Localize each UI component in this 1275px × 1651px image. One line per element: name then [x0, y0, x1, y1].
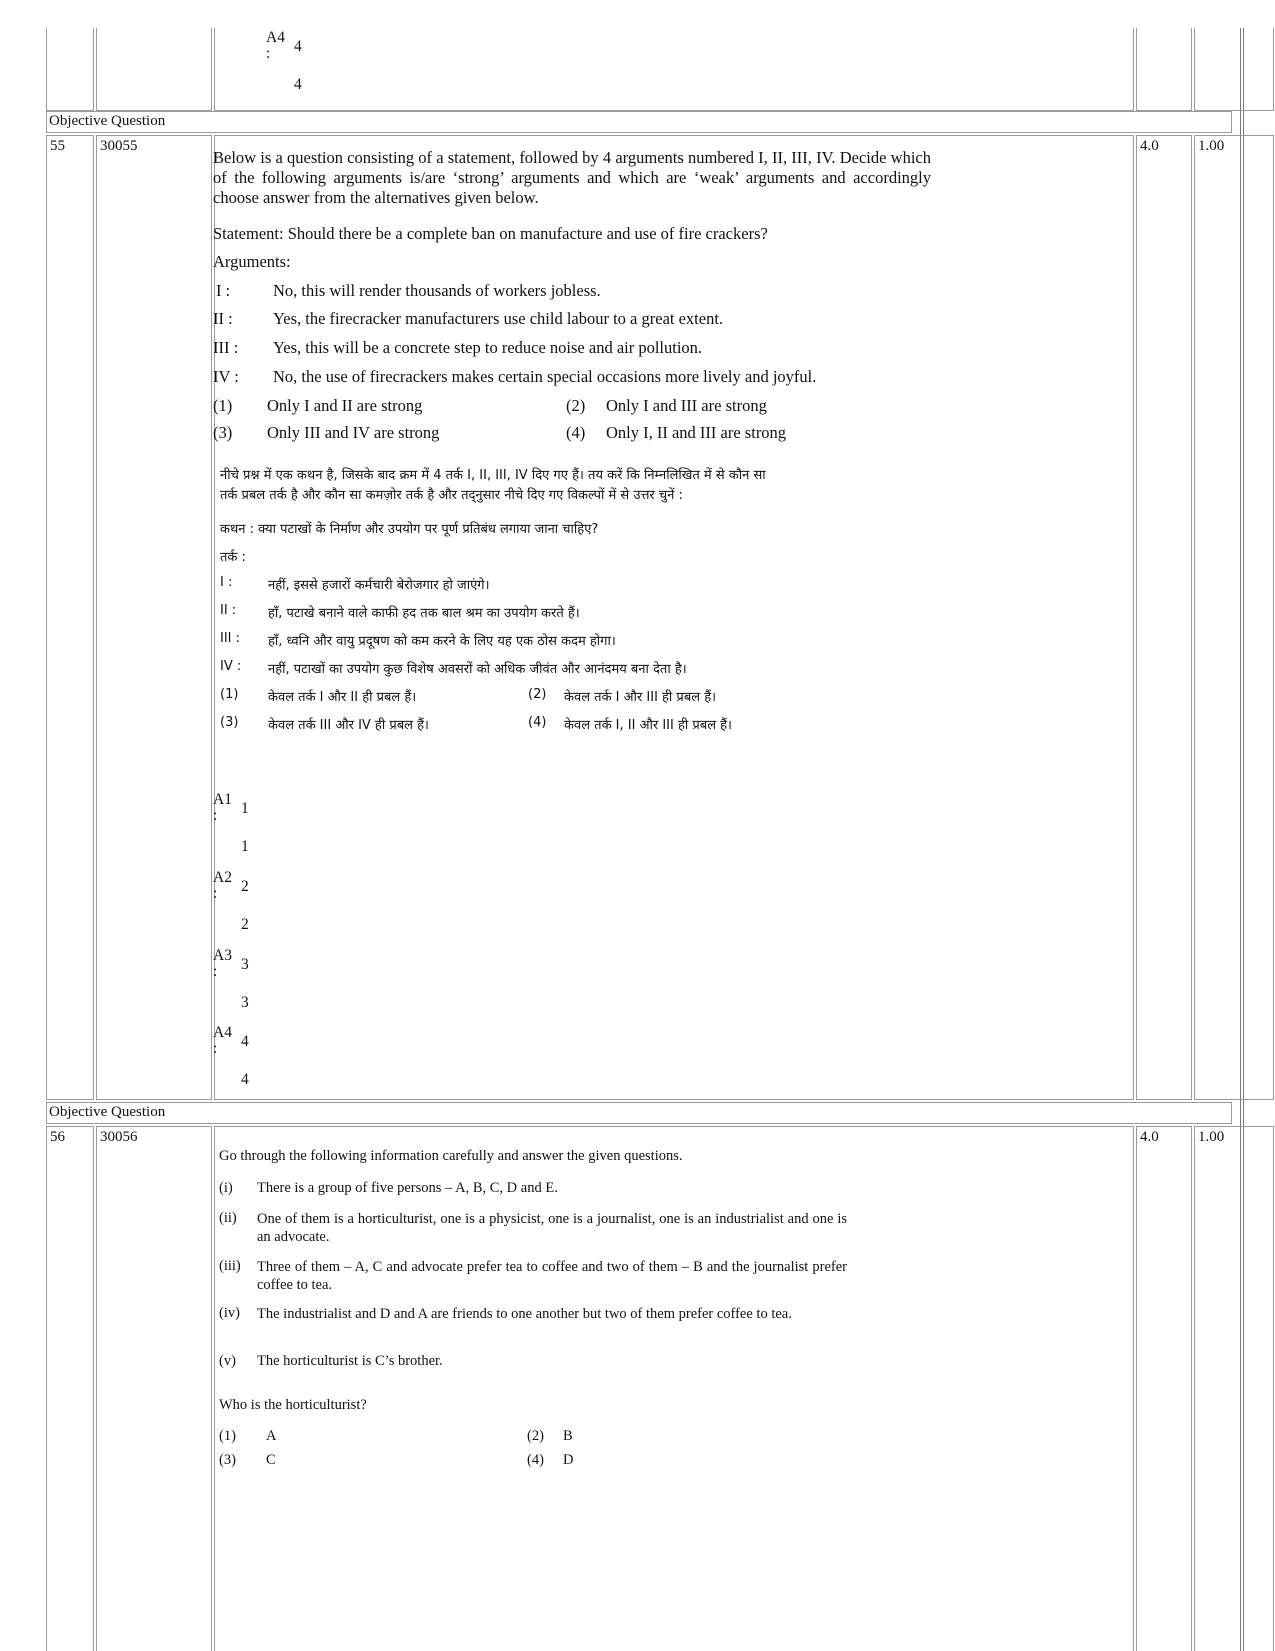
sl-cell: [46, 1126, 94, 1651]
answer-colon: :: [213, 885, 218, 902]
q55-option-1-num: (1): [213, 396, 233, 415]
answer-value-image: 1: [241, 838, 249, 855]
q55-option-2-num: (2): [566, 396, 586, 415]
answer-label: A3: [213, 947, 232, 964]
q55-hindi-argument-1-text: नहीं, इससे हजारों कर्मचारी बेरोजगार हो जाएंगे।: [268, 578, 490, 593]
answer-option-4: [213, 1025, 273, 1095]
q55-hindi-intro-line2: तर्क प्रबल तर्क है और कौन सा कमज़ोर तर्क है और तद्नुसार नीचे दिए गए विकल्पों में से उत्तर चुनें :: [220, 488, 683, 503]
serial-number: 56: [50, 1129, 65, 1145]
q55-hindi-argument-3-text: हाँ, ध्वनि और वायु प्रदूषण को कम करने के लिए यह एक ठोस कदम होगा।: [268, 634, 616, 649]
q56-item-4-text: The industrialist and D and A are friends to one another but two of them prefer coffee to tea.: [257, 1306, 792, 1322]
q55-argument-4-text: No, the use of firecrackers makes certain special occasions more lively and joyful.: [273, 367, 817, 386]
q56-item-5-num: (v): [219, 1353, 236, 1369]
q55-option-4-text: Only I, II and III are strong: [606, 423, 787, 442]
q56-option-2-num: (2): [527, 1428, 544, 1444]
answer-option-3: [213, 948, 273, 1018]
question-56-row: [44, 1126, 1240, 1651]
marks-cell: [1136, 1126, 1192, 1651]
q55-hindi-argument-4-text: नहीं, पटाखों का उपयोग कुछ विशेष अवसरों को अधिक जीवंत और आनंदमय बना देता है।: [268, 662, 687, 677]
id-cell: [96, 28, 212, 111]
q55-hindi-option-3-text: केवल तर्क III और IV ही प्रबल हैं।: [268, 718, 429, 733]
q56-item-4-num: (iv): [219, 1305, 240, 1321]
answer-label: A1: [213, 791, 232, 808]
id-cell: [96, 1126, 212, 1651]
q56-option-3-num: (3): [219, 1452, 236, 1468]
q56-option-4-text: D: [563, 1452, 574, 1468]
q55-hindi-statement: कथन : क्या पटाखों के निर्माण और उपयोग पर पूर्ण प्रतिबंध लगाया जाना चाहिए?: [220, 522, 599, 537]
q55-hindi-argument-2-text: हाँ, पटाखे बनाने वाले काफी हद तक बाल श्रम का उपयोग करते हैं।: [268, 606, 580, 621]
sl-cell: [46, 135, 94, 1100]
answer-colon: :: [213, 963, 218, 980]
question-type-row: [46, 111, 1232, 133]
q55-option-3-text: Only III and IV are strong: [267, 423, 440, 442]
prev-question-row: [44, 28, 1240, 111]
q56-item-2-num: (ii): [219, 1210, 237, 1226]
q55-hindi-option-4-num: (4): [528, 715, 547, 730]
negative-marks: 1.00: [1198, 1129, 1225, 1145]
q55-hindi-option-2-num: (2): [528, 687, 547, 702]
marks-cell: [1136, 28, 1192, 111]
answer-value-image: 2: [241, 916, 249, 933]
answer-label: A4: [266, 29, 285, 46]
question-cell: [214, 1126, 1134, 1651]
q55-hindi-argument-2-num: II :: [220, 603, 237, 618]
answer-option: [266, 30, 326, 100]
answer-option-2: [213, 870, 273, 940]
question-id: 30055: [100, 138, 138, 154]
q55-arguments-title: Arguments:: [213, 252, 291, 271]
question-type-label: Objective Question: [49, 1104, 166, 1120]
answer-value-image: 4: [241, 1071, 249, 1088]
q56-option-3-text: C: [266, 1452, 276, 1468]
id-cell: [96, 135, 212, 1100]
question-id: 30056: [100, 1129, 138, 1145]
q55-argument-2-text: Yes, the firecracker manufacturers use child labour to a great extent.: [273, 309, 724, 328]
answer-label: A2: [213, 869, 232, 886]
q55-hindi-argument-3-num: III :: [220, 631, 241, 646]
marks: 4.0: [1140, 1129, 1159, 1145]
q55-argument-3-num: III :: [213, 338, 239, 357]
q56-item-5-text: The horticulturist is C’s brother.: [257, 1353, 443, 1369]
question-cell: [214, 28, 1134, 111]
answer-value: 4: [241, 1033, 249, 1050]
q55-intro: Below is a question consisting of a statement, followed by 4 arguments numbered I, II, III, IV. Decide which of the following arguments is/are ‘strong’ arguments and which are ‘weak’ arguments and accordingly choose answer from the alternatives given below.: [213, 148, 931, 207]
negative-marks-cell: [1194, 135, 1274, 1100]
q55-option-2-text: Only I and III are strong: [606, 396, 767, 415]
q55-hindi-option-2-text: केवल तर्क I और III ही प्रबल हैं।: [564, 690, 717, 705]
q55-argument-1-text: No, this will render thousands of workers jobless.: [273, 281, 601, 300]
q56-item-2-text: One of them is a horticulturist, one is a physicist, one is a journalist, one is an industrialist and one is an advocate.: [257, 1211, 847, 1245]
marks-cell: [1136, 135, 1192, 1100]
answer-colon: :: [266, 45, 271, 62]
answer-colon: :: [213, 807, 218, 824]
question-type-label: Objective Question: [49, 113, 166, 129]
answer-value: 2: [241, 878, 249, 895]
q56-item-1-num: (i): [219, 1180, 233, 1196]
q55-statement: Statement: Should there be a complete ban on manufacture and use of fire crackers?: [213, 224, 768, 243]
answer-value: 4: [294, 38, 302, 55]
answer-value: 3: [241, 956, 249, 973]
question-type-row: [46, 1102, 1232, 1124]
answer-value: 1: [241, 800, 249, 817]
negative-marks-cell: [1194, 28, 1274, 111]
q56-intro: Go through the following information carefully and answer the given questions.: [219, 1148, 683, 1164]
q55-argument-1-num: I :: [216, 281, 231, 300]
q55-hindi-option-1-text: केवल तर्क I और II ही प्रबल हैं।: [268, 690, 417, 705]
serial-number: 55: [50, 138, 65, 154]
q55-hindi-argument-4-num: IV :: [220, 659, 242, 674]
q55-option-3-num: (3): [213, 423, 233, 442]
sl-cell: [46, 28, 94, 111]
q55-hindi-intro-line1: नीचे प्रश्न में एक कथन है, जिसके बाद क्रम में 4 तर्क I, II, III, IV दिए गए हैं। तय करें कि निम्नलिखित में से कौन सा: [220, 468, 766, 483]
q56-question: Who is the horticulturist?: [219, 1397, 367, 1413]
q55-argument-4-num: IV :: [213, 367, 239, 386]
q55-hindi-option-1-num: (1): [220, 687, 239, 702]
q55-option-1-text: Only I and II are strong: [267, 396, 423, 415]
negative-marks: 1.00: [1198, 138, 1225, 154]
q56-option-1-num: (1): [219, 1428, 236, 1444]
q56-option-4-num: (4): [527, 1452, 544, 1468]
q56-item-3-num: (iii): [219, 1258, 241, 1274]
answer-option-1: [213, 792, 273, 862]
answer-value-image: 4: [294, 76, 302, 93]
q56-item-1-text: There is a group of five persons – A, B, C, D and E.: [257, 1180, 558, 1196]
negative-marks-cell: [1194, 1126, 1274, 1651]
q55-argument-2-num: II :: [213, 309, 233, 328]
q55-hindi-arguments-title: तर्क :: [220, 550, 246, 565]
answer-label: A4: [213, 1024, 232, 1041]
q56-option-1-text: A: [266, 1428, 277, 1444]
q55-argument-3-text: Yes, this will be a concrete step to reduce noise and air pollution.: [273, 338, 703, 357]
q55-hindi-argument-1-num: I :: [220, 575, 233, 590]
marks: 4.0: [1140, 138, 1159, 154]
q56-item-3-text: Three of them – A, C and advocate prefer tea to coffee and two of them – B and the journalist prefer coffee to tea.: [257, 1259, 847, 1293]
answer-value-image: 3: [241, 994, 249, 1011]
q55-hindi-option-3-num: (3): [220, 715, 239, 730]
answer-colon: :: [213, 1040, 218, 1057]
q56-option-2-text: B: [563, 1428, 573, 1444]
q55-hindi-option-4-text: केवल तर्क I, II और III ही प्रबल हैं।: [564, 718, 732, 733]
q55-option-4-num: (4): [566, 423, 586, 442]
